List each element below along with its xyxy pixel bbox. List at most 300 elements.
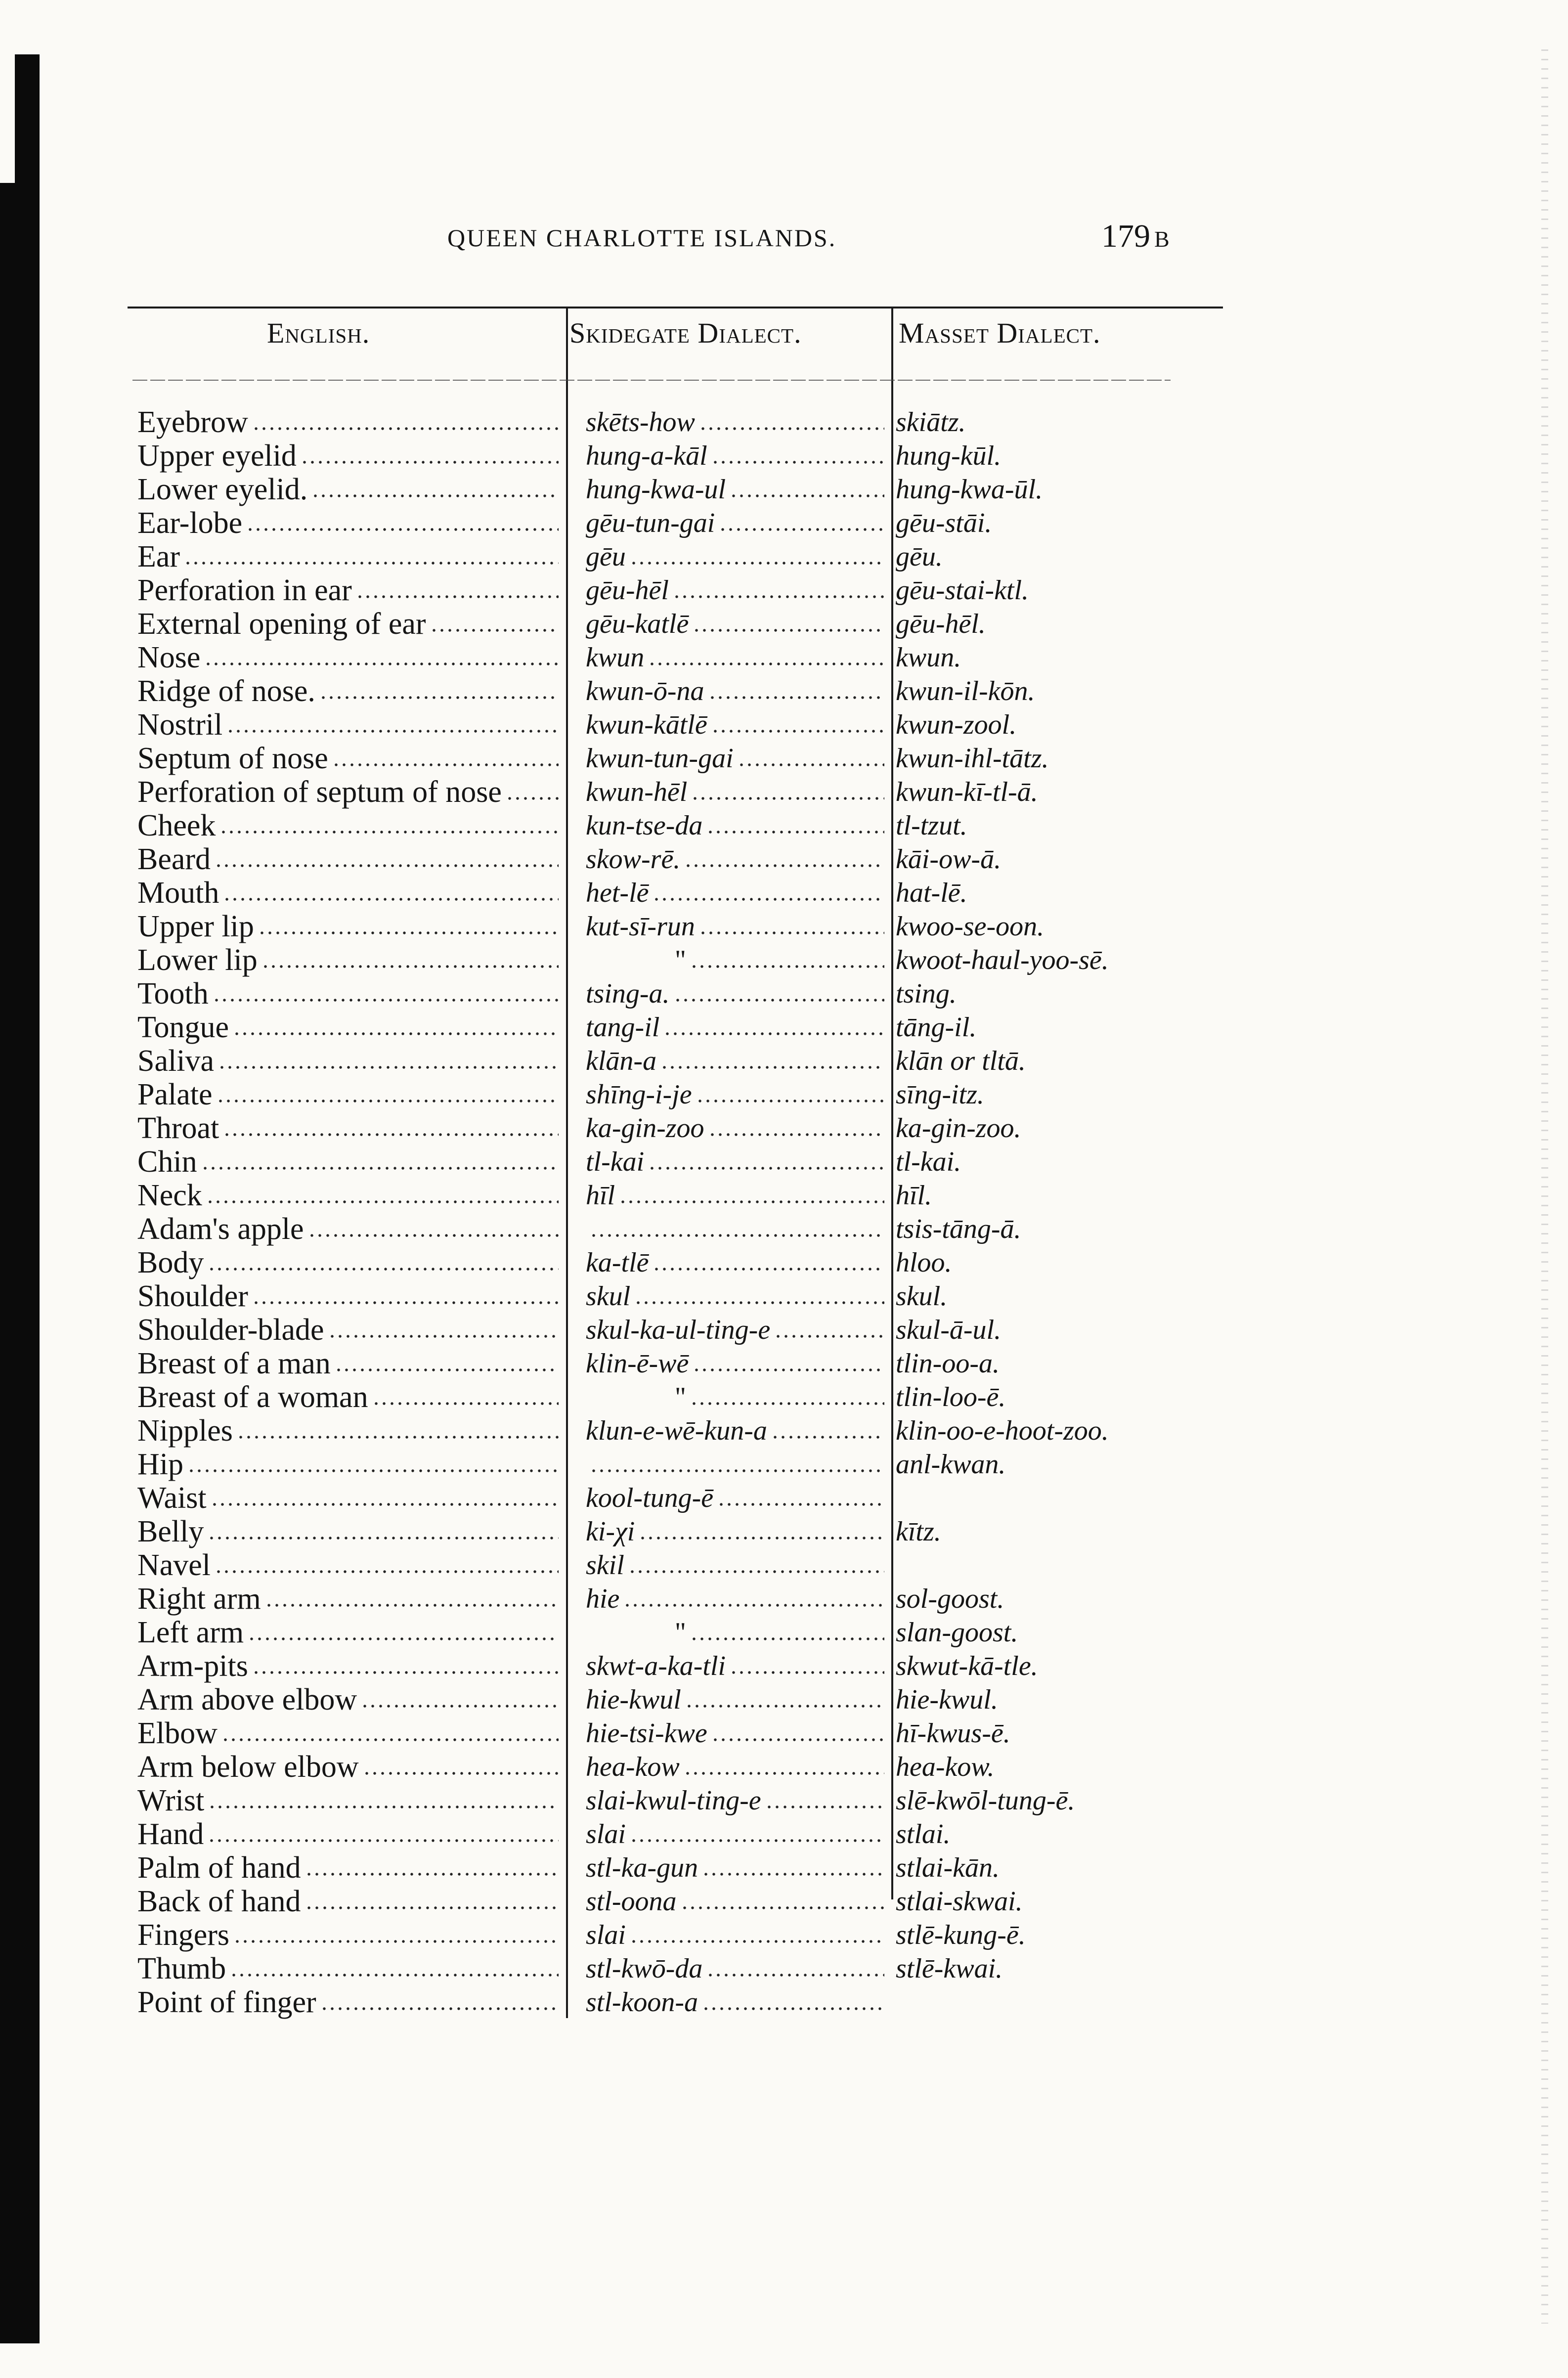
- skidegate-cell: [586, 876, 888, 910]
- english-cell: [137, 1011, 563, 1044]
- skidegate-cell: [586, 1414, 888, 1448]
- masset-cell: [896, 1515, 1173, 1548]
- dot-leader: [361, 1703, 559, 1710]
- english-cell: [137, 1380, 563, 1414]
- english-cell: [137, 607, 563, 641]
- english-cell: [137, 910, 563, 943]
- skidegate-term: tsing-a.: [586, 978, 670, 1009]
- right-margin-specks: [1541, 49, 1548, 2324]
- masset-term: hung-kūl.: [896, 440, 1002, 471]
- english-cell: [137, 943, 563, 977]
- english-cell: [137, 1212, 563, 1246]
- skidegate-cell: [586, 977, 888, 1011]
- skidegate-cell: [586, 943, 888, 977]
- page-number: [1101, 218, 1170, 255]
- skidegate-term: ": [675, 945, 686, 975]
- english-term: Shoulder: [137, 1279, 248, 1313]
- masset-cell: [896, 1179, 1173, 1212]
- skidegate-term: kwun-kātlē: [586, 709, 707, 740]
- skidegate-term: gēu-tun-gai: [586, 508, 715, 538]
- table-row: [0, 1212, 1236, 1246]
- dot-leader: [708, 694, 884, 701]
- skidegate-cell: [586, 1985, 888, 2019]
- dot-leader: [213, 997, 559, 1004]
- english-cell: [137, 842, 563, 876]
- english-term: Right arm: [137, 1582, 261, 1616]
- dot-leader: [223, 1131, 559, 1138]
- masset-cell: [896, 1851, 1173, 1885]
- dot-leader: [730, 1669, 884, 1676]
- dot-leader: [590, 1467, 884, 1474]
- masset-term: kwun-zool.: [896, 709, 1017, 740]
- skidegate-cell: [586, 607, 888, 641]
- table-row: [0, 506, 1236, 540]
- skidegate-term: hea-kow: [586, 1752, 680, 1782]
- table-row: [0, 1548, 1236, 1582]
- skidegate-term: skul: [586, 1281, 631, 1312]
- masset-term: stlē-kwai.: [896, 1953, 1003, 1984]
- skidegate-cell: [586, 674, 888, 708]
- english-term: Ridge of nose.: [137, 674, 315, 708]
- masset-cell: [896, 1885, 1173, 1918]
- english-term: Point of finger: [137, 1985, 316, 2019]
- english-term: Palm of hand: [137, 1851, 301, 1885]
- dot-leader: [305, 1871, 559, 1878]
- skidegate-cell: [586, 1044, 888, 1078]
- masset-term: tsing.: [896, 978, 957, 1009]
- masset-term: tlin-oo-a.: [896, 1348, 1000, 1379]
- dot-leader: [211, 1501, 559, 1508]
- skidegate-term: kwun-ō-na: [586, 676, 704, 706]
- table-row: [0, 439, 1236, 473]
- table-row: [0, 876, 1236, 910]
- masset-term: stlē-kung-ē.: [896, 1920, 1026, 1950]
- skidegate-cell: [586, 1347, 888, 1380]
- english-term: Palate: [137, 1078, 213, 1111]
- english-cell: [137, 775, 563, 809]
- dot-leader: [681, 1904, 884, 1911]
- skidegate-term: kwun-hēl: [586, 777, 688, 807]
- dot-leader: [430, 627, 559, 634]
- table-row: [0, 1750, 1236, 1784]
- masset-cell: [896, 1414, 1173, 1448]
- masset-cell: [896, 573, 1173, 607]
- masset-term: kwun.: [896, 642, 961, 673]
- masset-term: kwoot-haul-yoo-sē.: [896, 945, 1109, 975]
- dot-leader: [208, 1535, 559, 1541]
- skidegate-term: hie: [586, 1584, 620, 1614]
- english-term: Left arm: [137, 1616, 244, 1649]
- english-term: Arm-pits: [137, 1649, 248, 1683]
- skidegate-term: slai-kwul-ting-e: [586, 1785, 761, 1816]
- masset-term: kwun-il-kōn.: [896, 676, 1035, 706]
- masset-cell: [896, 742, 1173, 775]
- skidegate-cell: [586, 1918, 888, 1952]
- dot-leader: [711, 728, 884, 735]
- english-cell: [137, 1918, 563, 1952]
- english-cell: [137, 742, 563, 775]
- dot-leader: [702, 1871, 884, 1878]
- table-row: [0, 573, 1236, 607]
- dot-leader: [252, 1299, 559, 1306]
- masset-term: stlai-kān.: [896, 1852, 1000, 1883]
- dot-leader: [230, 1972, 559, 1979]
- skidegate-cell: [586, 910, 888, 943]
- table-row: [0, 708, 1236, 742]
- dot-leader: [221, 1736, 559, 1743]
- dot-leader: [208, 1804, 559, 1810]
- table-row: [0, 1784, 1236, 1817]
- skidegate-term: ka-gin-zoo: [586, 1113, 704, 1144]
- english-term: Ear: [137, 540, 180, 573]
- english-cell: [137, 1347, 563, 1380]
- skidegate-cell: [586, 775, 888, 809]
- dot-leader: [218, 1064, 559, 1071]
- masset-cell: [896, 1985, 1173, 2019]
- masset-cell: [896, 1246, 1173, 1279]
- table-row: [0, 540, 1236, 573]
- english-term: Fingers: [137, 1918, 229, 1952]
- skidegate-cell: [586, 1717, 888, 1750]
- english-term: Nostril: [137, 708, 223, 742]
- masset-cell: [896, 910, 1173, 943]
- skidegate-cell: [586, 1448, 888, 1481]
- dot-leader: [311, 492, 559, 499]
- skidegate-cell: [586, 1279, 888, 1313]
- dot-leader: [708, 1131, 884, 1138]
- table-row: [0, 1313, 1236, 1347]
- dot-leader: [237, 1434, 559, 1441]
- skidegate-cell: [586, 1111, 888, 1145]
- masset-term: gēu-stāi.: [896, 508, 992, 538]
- skidegate-term: tl-kai: [586, 1146, 645, 1177]
- skidegate-cell: [586, 540, 888, 573]
- dot-leader: [684, 1770, 884, 1777]
- english-term: Wrist: [137, 1784, 205, 1817]
- skidegate-term: kun-tse-da: [586, 810, 703, 841]
- table-row: [0, 1918, 1236, 1952]
- masset-cell: [896, 775, 1173, 809]
- masset-term: klin-oo-e-hoot-zoo.: [896, 1415, 1109, 1446]
- dot-leader: [204, 661, 559, 667]
- english-term: External opening of ear: [137, 607, 426, 641]
- skidegate-term: skwt-a-ka-tli: [586, 1651, 726, 1681]
- masset-cell: [896, 1347, 1173, 1380]
- dot-leader: [219, 829, 559, 836]
- masset-cell: [896, 641, 1173, 674]
- skidegate-cell: [586, 1784, 888, 1817]
- masset-term: hung-kwa-ūl.: [896, 474, 1043, 505]
- masset-term: kītz.: [896, 1516, 941, 1547]
- dot-leader: [215, 1568, 559, 1575]
- masset-term: skiātz.: [896, 407, 966, 438]
- masset-term: hloo.: [896, 1247, 952, 1278]
- masset-cell: [896, 1279, 1173, 1313]
- english-cell: [137, 506, 563, 540]
- dot-leader: [673, 593, 884, 600]
- skidegate-cell: [586, 842, 888, 876]
- english-cell: [137, 1582, 563, 1616]
- dot-leader: [660, 1064, 884, 1071]
- table-row: [0, 1582, 1236, 1616]
- skidegate-term: gēu: [586, 541, 626, 572]
- english-term: Mouth: [137, 876, 219, 910]
- masset-cell: [896, 674, 1173, 708]
- english-term: Septum of nose: [137, 742, 328, 775]
- table-row: [0, 1078, 1236, 1111]
- masset-term: ka-gin-zoo.: [896, 1113, 1021, 1144]
- skidegate-term: ": [675, 1617, 686, 1648]
- masset-term: stlai-skwai.: [896, 1886, 1023, 1917]
- table-row: [0, 1952, 1236, 1985]
- table-row: [0, 1279, 1236, 1313]
- table-row: [0, 1347, 1236, 1380]
- table-row: [0, 1145, 1236, 1179]
- english-term: Upper lip: [137, 910, 254, 943]
- skidegate-term: gēu-hēl: [586, 575, 669, 606]
- dot-leader: [693, 1366, 884, 1373]
- english-cell: [137, 1817, 563, 1851]
- masset-term: hie-kwul.: [896, 1684, 998, 1715]
- table-row: [0, 1885, 1236, 1918]
- dot-leader: [699, 929, 884, 936]
- table-row: [0, 1179, 1236, 1212]
- dot-leader: [226, 728, 559, 735]
- dot-leader: [706, 829, 884, 836]
- english-cell: [137, 573, 563, 607]
- dot-leader: [265, 1602, 559, 1609]
- english-term: Tongue: [137, 1011, 229, 1044]
- dot-leader: [320, 2005, 559, 2012]
- english-term: Arm below elbow: [137, 1750, 359, 1784]
- masset-term: tlin-loo-ē.: [896, 1382, 1006, 1412]
- english-term: Shoulder-blade: [137, 1313, 324, 1347]
- english-cell: [137, 1145, 563, 1179]
- skidegate-term: hung-kwa-ul: [586, 474, 726, 505]
- skidegate-cell: [586, 1078, 888, 1111]
- dot-leader: [706, 1972, 884, 1979]
- masset-cell: [896, 1111, 1173, 1145]
- skidegate-term: slai: [586, 1819, 626, 1850]
- english-cell: [137, 405, 563, 439]
- english-cell: [137, 1279, 563, 1313]
- skidegate-term: klān-a: [586, 1046, 657, 1076]
- skidegate-cell: [586, 1582, 888, 1616]
- masset-cell: [896, 1448, 1173, 1481]
- masset-cell: [896, 1044, 1173, 1078]
- masset-cell: [896, 473, 1173, 506]
- dot-leader: [233, 1030, 559, 1037]
- dot-leader: [258, 929, 559, 936]
- skidegate-term: kwun-tun-gai: [586, 743, 734, 774]
- skidegate-term: tang-il: [586, 1012, 660, 1043]
- table-row: [0, 1515, 1236, 1548]
- table-row: [0, 1851, 1236, 1885]
- skidegate-term: stl-koon-a: [586, 1987, 698, 2018]
- skidegate-cell: [586, 1683, 888, 1717]
- dot-leader: [201, 1165, 559, 1172]
- skidegate-cell: [586, 641, 888, 674]
- masset-term: anl-kwan.: [896, 1449, 1006, 1480]
- skidegate-term: stl-kwō-da: [586, 1953, 703, 1984]
- masset-term: hat-lē.: [896, 878, 967, 908]
- masset-cell: [896, 1212, 1173, 1246]
- skidegate-cell: [586, 1246, 888, 1279]
- masset-cell: [896, 506, 1173, 540]
- masset-term: hīl.: [896, 1180, 932, 1211]
- dot-leader: [691, 795, 884, 802]
- skidegate-cell: [586, 439, 888, 473]
- column-header-masset: Masset Dialect.: [899, 317, 1101, 349]
- dot-leader: [590, 1232, 884, 1239]
- english-term: Hip: [137, 1448, 183, 1481]
- dot-leader: [630, 560, 884, 567]
- dot-leader: [630, 1837, 884, 1844]
- skidegate-term: hie-tsi-kwe: [586, 1718, 707, 1749]
- skidegate-term: ki-χi: [586, 1516, 635, 1547]
- skidegate-cell: [586, 473, 888, 506]
- dot-leader: [623, 1602, 884, 1609]
- dot-leader: [685, 1703, 884, 1710]
- dot-leader: [630, 1938, 884, 1945]
- english-term: Chin: [137, 1145, 197, 1179]
- english-cell: [137, 708, 563, 742]
- skidegate-term: kool-tung-ē: [586, 1483, 714, 1513]
- dot-leader: [506, 795, 559, 802]
- masset-term: kwun-kī-tl-ā.: [896, 777, 1038, 807]
- english-cell: [137, 439, 563, 473]
- english-term: Upper eyelid: [137, 439, 297, 473]
- table-row: [0, 1111, 1236, 1145]
- masset-cell: [896, 943, 1173, 977]
- english-cell: [137, 1784, 563, 1817]
- dot-leader: [619, 1198, 884, 1205]
- masset-term: gēu-stai-ktl.: [896, 575, 1029, 606]
- table-row: [0, 1817, 1236, 1851]
- skidegate-term: shīng-i-je: [586, 1079, 692, 1110]
- table-row: [0, 607, 1236, 641]
- skidegate-term: gēu-katlē: [586, 609, 689, 639]
- masset-cell: [896, 1011, 1173, 1044]
- english-cell: [137, 473, 563, 506]
- dot-leader: [332, 761, 559, 768]
- masset-cell: [896, 405, 1173, 439]
- dot-leader: [184, 560, 559, 567]
- dot-leader: [696, 1098, 884, 1104]
- dot-leader: [233, 1938, 559, 1945]
- table-row: [0, 1481, 1236, 1515]
- dot-leader: [187, 1467, 559, 1474]
- masset-term: tsis-tāng-ā.: [896, 1214, 1021, 1244]
- table-row: [0, 1380, 1236, 1414]
- english-cell: [137, 1481, 563, 1515]
- skidegate-cell: [586, 742, 888, 775]
- dot-leader: [206, 1198, 559, 1205]
- table-row: [0, 1985, 1236, 2019]
- dot-leader: [765, 1804, 884, 1810]
- dot-leader: [690, 963, 884, 970]
- english-term: Body: [137, 1246, 204, 1279]
- masset-term: skul-ā-ul.: [896, 1315, 1002, 1345]
- masset-cell: [896, 439, 1173, 473]
- table-row: [0, 1044, 1236, 1078]
- skidegate-cell: [586, 1885, 888, 1918]
- table-row: [0, 1717, 1236, 1750]
- masset-cell: [896, 842, 1173, 876]
- skidegate-term: kut-sī-run: [586, 911, 695, 942]
- dot-leader: [634, 1299, 884, 1306]
- running-title: QUEEN CHARLOTTE ISLANDS.: [447, 224, 837, 252]
- masset-term: tāng-il.: [896, 1012, 977, 1043]
- english-cell: [137, 1515, 563, 1548]
- masset-cell: [896, 1683, 1173, 1717]
- english-term: Tooth: [137, 977, 209, 1011]
- masset-term: klān or tltā.: [896, 1046, 1026, 1076]
- table-row: [0, 473, 1236, 506]
- table-row: [0, 1683, 1236, 1717]
- dot-leader: [738, 761, 884, 768]
- masset-term: hī-kwus-ē.: [896, 1718, 1010, 1749]
- skidegate-term: stl-ka-gun: [586, 1852, 698, 1883]
- dot-leader: [771, 1434, 884, 1441]
- table-row: [0, 809, 1236, 842]
- masset-cell: [896, 1078, 1173, 1111]
- table-row: [0, 1616, 1236, 1649]
- masset-term: gēu-hēl.: [896, 609, 986, 639]
- dot-leader: [628, 1568, 884, 1575]
- skidegate-cell: [586, 405, 888, 439]
- skidegate-term: skēts-how: [586, 407, 695, 438]
- masset-term: skul.: [896, 1281, 948, 1312]
- masset-term: kwun-ihl-tātz.: [896, 743, 1049, 774]
- english-cell: [137, 1044, 563, 1078]
- english-term: Saliva: [137, 1044, 214, 1078]
- skidegate-term: stl-oona: [586, 1886, 677, 1917]
- table-row: [0, 641, 1236, 674]
- masset-term: slē-kwōl-tung-ē.: [896, 1785, 1075, 1816]
- english-term: Elbow: [137, 1717, 218, 1750]
- dot-leader: [252, 425, 559, 432]
- skidegate-cell: [586, 573, 888, 607]
- skidegate-term: hīl: [586, 1180, 615, 1211]
- dot-leader: [702, 2005, 884, 2012]
- skidegate-cell: [586, 1817, 888, 1851]
- skidegate-cell: [586, 1179, 888, 1212]
- dot-leader: [223, 896, 559, 903]
- english-term: Throat: [137, 1111, 219, 1145]
- english-cell: [137, 1985, 563, 2019]
- skidegate-cell: [586, 708, 888, 742]
- english-cell: [137, 1885, 563, 1918]
- masset-cell: [896, 1481, 1173, 1515]
- table-row: [0, 943, 1236, 977]
- english-term: Waist: [137, 1481, 207, 1515]
- masset-cell: [896, 977, 1173, 1011]
- english-cell: [137, 809, 563, 842]
- dot-leader: [215, 862, 559, 869]
- masset-cell: [896, 1313, 1173, 1347]
- dot-leader: [730, 492, 884, 499]
- english-cell: [137, 876, 563, 910]
- dot-leader: [663, 1030, 884, 1037]
- skidegate-cell: [586, 1649, 888, 1683]
- skidegate-term: het-lē: [586, 878, 649, 908]
- english-term: Arm above elbow: [137, 1683, 357, 1717]
- english-term: Navel: [137, 1548, 211, 1582]
- masset-term: gēu.: [896, 541, 943, 572]
- table-row: [0, 1448, 1236, 1481]
- skidegate-term: klin-ē-wē: [586, 1348, 689, 1379]
